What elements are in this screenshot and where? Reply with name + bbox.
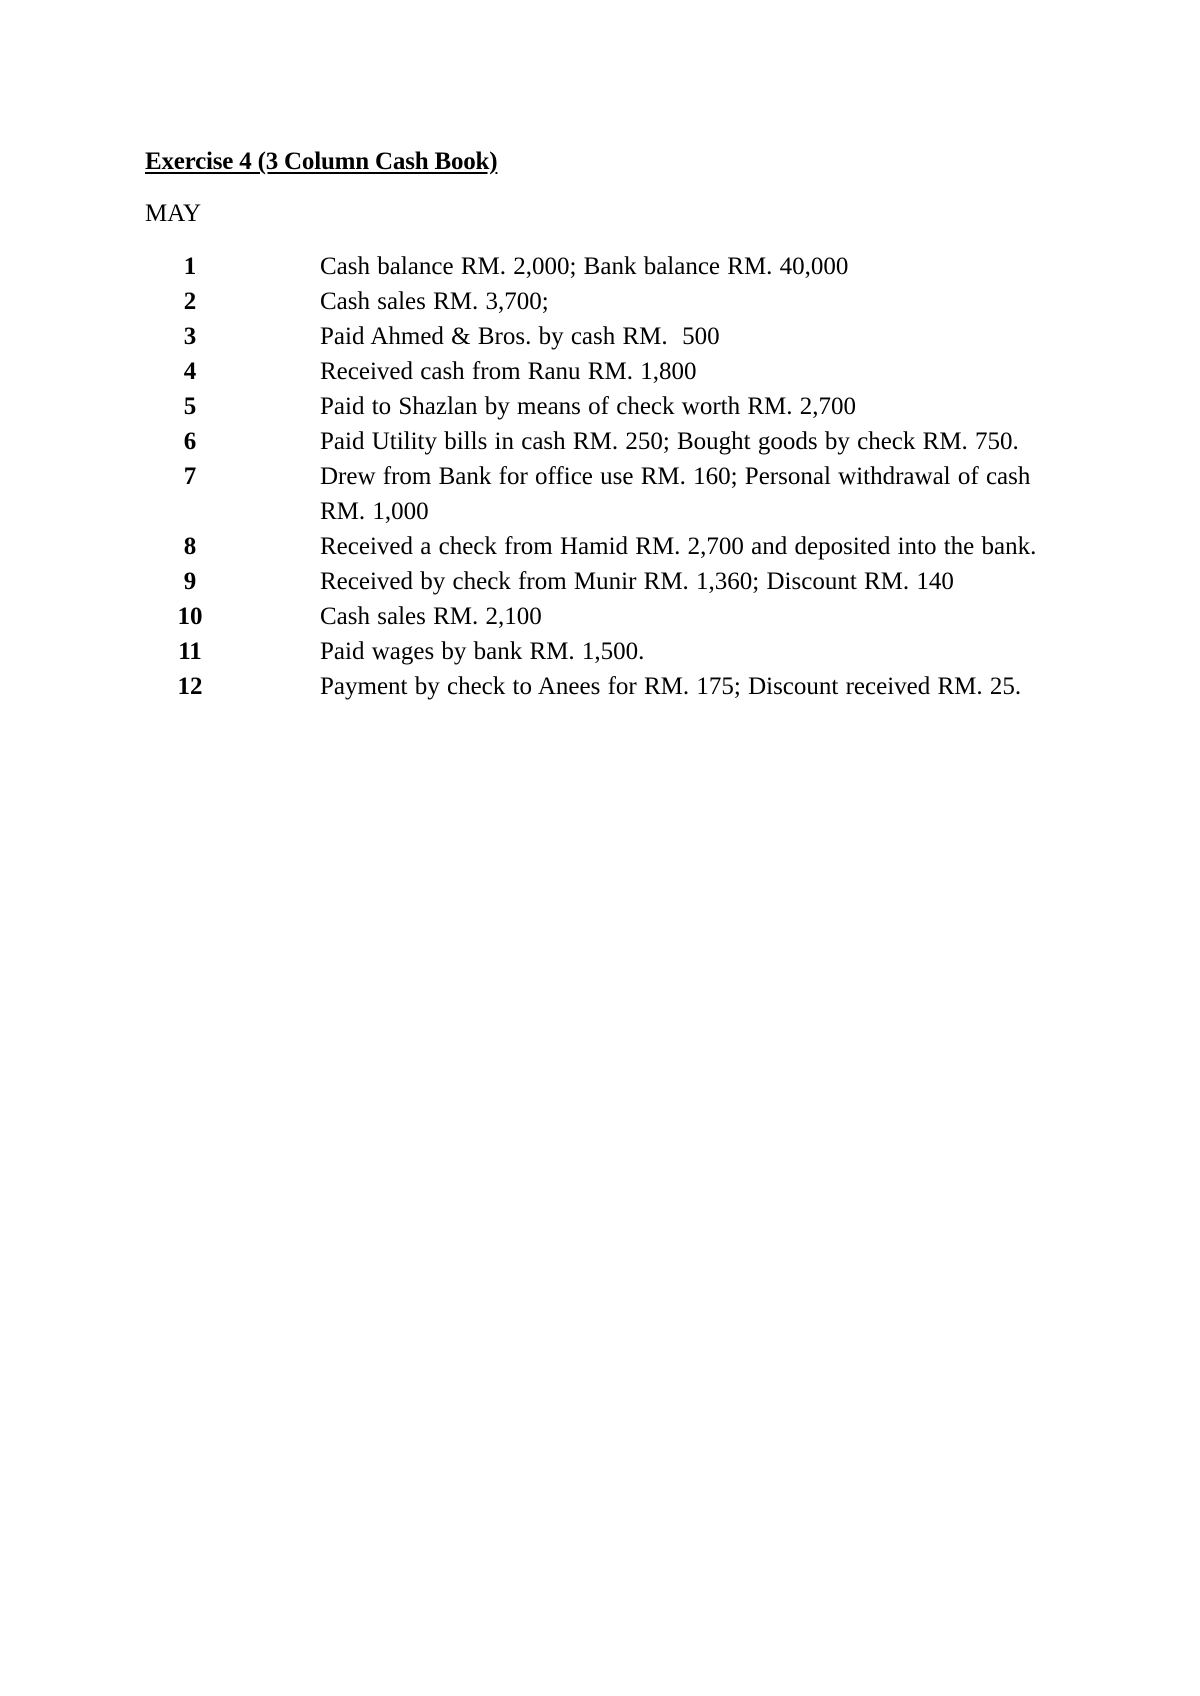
transaction-day: 12: [177, 673, 203, 700]
transaction-description: Received by check from Munir RM. 1,360; Discount RM. 140: [320, 568, 954, 595]
transaction-entry: [145, 284, 1075, 319]
transaction-day: 5: [183, 393, 197, 420]
transaction-day: 8: [183, 533, 197, 560]
transaction-entry: [145, 459, 1075, 529]
transaction-day: 2: [183, 288, 197, 315]
transaction-entry: [145, 599, 1075, 634]
transaction-description: Received a check from Hamid RM. 2,700 and deposited into the bank.: [320, 533, 1037, 560]
transaction-description: Cash sales RM. 3,700;: [320, 288, 549, 315]
transaction-day: 10: [177, 603, 203, 630]
transaction-description: Paid Ahmed & Bros. by cash RM. 500: [320, 323, 720, 350]
transaction-description: Cash balance RM. 2,000; Bank balance RM. 40,000: [320, 253, 849, 280]
transaction-entry: [145, 634, 1075, 669]
transaction-description: Cash sales RM. 2,100: [320, 603, 542, 630]
transaction-day: 1: [183, 253, 197, 280]
transaction-day: 11: [178, 638, 202, 665]
transaction-entry: [145, 389, 1075, 424]
transaction-day: 9: [183, 568, 197, 595]
transaction-description: Payment by check to Anees for RM. 175; Discount received RM. 25.: [320, 673, 1022, 700]
transaction-description: Received cash from Ranu RM. 1,800: [320, 358, 697, 385]
transaction-entry: [145, 319, 1075, 354]
transaction-day: 3: [183, 323, 197, 350]
transaction-entry: [145, 249, 1075, 284]
exercise-title: Exercise 4 (3 Column Cash Book): [145, 148, 498, 175]
transaction-description: Paid Utility bills in cash RM. 250; Bought goods by check RM. 750.: [320, 428, 1019, 455]
transaction-entry: [145, 529, 1075, 564]
transaction-description: Paid to Shazlan by means of check worth RM. 2,700: [320, 393, 856, 420]
transaction-entry: [145, 669, 1075, 704]
transaction-description: Paid wages by bank RM. 1,500.: [320, 638, 645, 665]
transaction-day: 4: [183, 358, 197, 385]
transaction-entry: [145, 424, 1075, 459]
transaction-list: [145, 249, 1075, 704]
transaction-entry: [145, 354, 1075, 389]
transaction-description: Drew from Bank for office use RM. 160; Personal withdrawal of cash RM. 1,000: [320, 463, 1031, 525]
transaction-day: 6: [183, 428, 197, 455]
month-heading: MAY: [145, 200, 202, 227]
transaction-entry: [145, 564, 1075, 599]
transaction-day: 7: [183, 463, 197, 490]
